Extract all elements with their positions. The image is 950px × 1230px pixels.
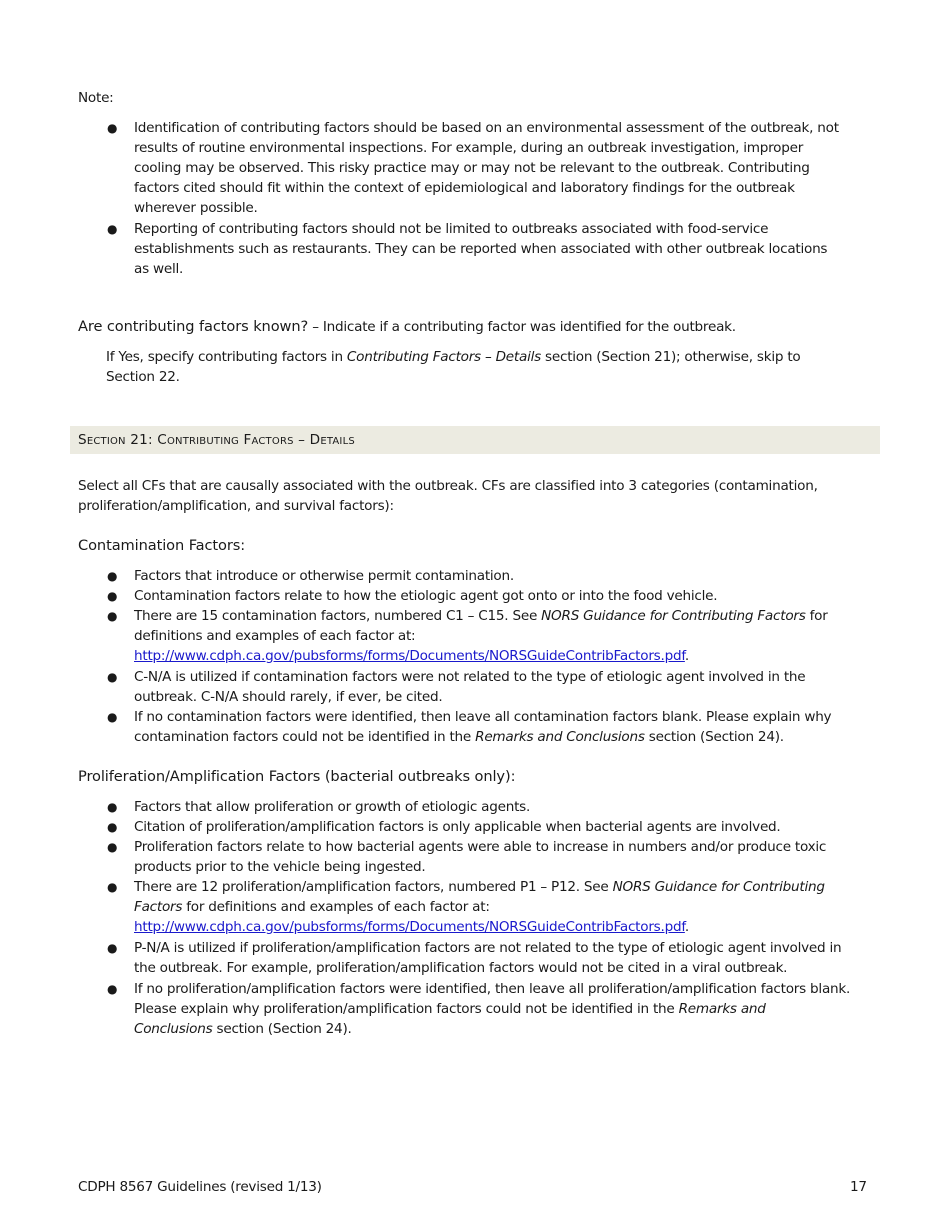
- text-line: results of routine environmental inspections. For example, during an outbreak investigation, improper: [134, 140, 804, 156]
- intro-paragraph: [78, 476, 878, 516]
- text-span: There are 12 proliferation/amplification factors, numbered P1 – P12. See: [134, 879, 613, 895]
- text-line: If no contamination factors were identified, then leave all contamination factors blank. Please explain why: [134, 709, 832, 725]
- contamination-heading: Contamination Factors:: [78, 537, 246, 554]
- contamination-bullet-5: [134, 707, 874, 747]
- text-line: Section 22.: [106, 369, 180, 385]
- note-bullet-2: [134, 219, 874, 279]
- proliferation-bullet-5: [134, 938, 874, 978]
- proliferation-bullet-3: [134, 837, 874, 877]
- italic-reference: Factors: [134, 899, 183, 915]
- text-line: P-N/A is utilized if proliferation/amplification factors are not related to the type of etiologic agent involved in: [134, 940, 842, 956]
- text-line: the outbreak. For example, proliferation/amplification factors would not be cited in a viral outbreak.: [134, 960, 788, 976]
- text-line: wherever possible.: [134, 200, 258, 216]
- text-line: as well.: [134, 261, 184, 277]
- bullet-icon: ●: [107, 121, 118, 135]
- italic-reference: NORS Guidance for Contributing Factors: [541, 608, 806, 624]
- italic-reference: Contributing Factors – Details: [346, 349, 541, 365]
- text-span: for definitions and examples of each factor at:: [182, 899, 490, 915]
- proliferation-bullet-6: [134, 979, 874, 1039]
- bullet-icon: ●: [107, 589, 118, 603]
- contamination-bullet-3: There are 15 contamination factors, numbered C1 – C15. See NORS Guidance for Contributing Factors for definitions and examples of each factor at: http://www.cdph.ca.gov/pubsforms/forms/Documents/NORSGuideContribFactors.pdf.: [134, 606, 874, 666]
- bullet-icon: ●: [107, 982, 118, 996]
- text-line: cooling may be observed. This risky practice may or may not be relevant to the outbreak. Contributing: [134, 160, 810, 176]
- italic-reference: NORS Guidance for Contributing: [612, 879, 825, 895]
- text-span: section (Section 24).: [644, 729, 784, 745]
- bullet-icon: ●: [107, 840, 118, 854]
- bullet-icon: ●: [107, 880, 118, 894]
- known-heading: Are contributing factors known?: [78, 318, 309, 335]
- bullet-icon: ●: [107, 710, 118, 724]
- section-title: Section 21: Contributing Factors – Details: [78, 432, 355, 448]
- bullet-icon: ●: [107, 609, 118, 623]
- footer-document-id: CDPH 8567 Guidelines (revised 1/13): [78, 1179, 322, 1195]
- text-line: C-N/A is utilized if contamination factors were not related to the type of etiologic agent involved in the: [134, 669, 806, 685]
- bullet-icon: ●: [107, 569, 118, 583]
- italic-reference: Conclusions: [134, 1021, 213, 1037]
- proliferation-bullet-4: There are 12 proliferation/amplification factors, numbered P1 – P12. See NORS Guidance for Contributing Factors for definitions and examples of each factor at: http://www.cdph.ca.gov/pubsforms/forms/Documents/NORSGuideContribFactors.pdf.: [134, 879, 825, 935]
- italic-reference: Remarks and Conclusions: [475, 729, 645, 745]
- contamination-bullet-2: Contamination factors relate to how the etiologic agent got onto or into the food vehicle.: [134, 588, 718, 604]
- note-bullet-1: [134, 118, 874, 218]
- guidance-link[interactable]: http://www.cdph.ca.gov/pubsforms/forms/Documents/NORSGuideContribFactors.pdf: [134, 919, 685, 935]
- text-span: section (Section 21); otherwise, skip to: [540, 349, 801, 365]
- proliferation-bullet-2: Citation of proliferation/amplification factors is only applicable when bacterial agents are involved.: [134, 819, 781, 835]
- text-span: If Yes, specify contributing factors in: [106, 349, 347, 365]
- page-number: 17: [850, 1179, 867, 1195]
- text-line: Identification of contributing factors should be based on an environmental assessment of the outbreak, not: [134, 120, 839, 136]
- italic-reference: Remarks and: [678, 1001, 766, 1017]
- known-description: – Indicate if a contributing factor was identified for the outbreak.: [308, 319, 736, 335]
- text-span: contamination factors could not be identified in the: [134, 729, 476, 745]
- contamination-bullet-4: [134, 667, 874, 707]
- guidance-link[interactable]: http://www.cdph.ca.gov/pubsforms/forms/Documents/NORSGuideContribFactors.pdf: [134, 648, 685, 664]
- contamination-bullet-1: Factors that introduce or otherwise permit contamination.: [134, 568, 514, 584]
- text-line: Reporting of contributing factors should not be limited to outbreaks associated with food-service: [134, 221, 769, 237]
- proliferation-heading: Proliferation/Amplification Factors (bacterial outbreaks only):: [78, 768, 516, 785]
- text-span: There are 15 contamination factors, numbered C1 – C15. See: [134, 608, 542, 624]
- bullet-icon: ●: [107, 800, 118, 814]
- text-line: proliferation/amplification, and survival factors):: [78, 498, 394, 514]
- text-span: section (Section 24).: [212, 1021, 352, 1037]
- note-label: Note:: [78, 90, 114, 106]
- text-line: factors cited should fit within the context of epidemiological and laboratory findings for the outbreak: [134, 180, 795, 196]
- text-span: Please explain why proliferation/amplification factors could not be identified in the: [134, 1001, 679, 1017]
- bullet-icon: ●: [107, 941, 118, 955]
- text-line: products prior to the vehicle being ingested.: [134, 859, 426, 875]
- bullet-icon: ●: [107, 670, 118, 684]
- text-line: If no proliferation/amplification factors were identified, then leave all proliferation/amplification factors blank.: [134, 981, 851, 997]
- bullet-icon: ●: [107, 222, 118, 236]
- text-line: outbreak. C-N/A should rarely, if ever, be cited.: [134, 689, 443, 705]
- known-paragraph: [78, 317, 878, 337]
- text-span: for: [805, 608, 828, 624]
- proliferation-bullet-1: Factors that allow proliferation or growth of etiologic agents.: [134, 799, 531, 815]
- text-line: Proliferation factors relate to how bacterial agents were able to increase in numbers and/or produce toxic: [134, 839, 827, 855]
- text-line: definitions and examples of each factor at:: [134, 628, 416, 644]
- text-line: Select all CFs that are causally associated with the outbreak. CFs are classified into 3 categories (contamination,: [78, 478, 818, 494]
- bullet-icon: ●: [107, 820, 118, 834]
- known-if-yes: [106, 347, 876, 387]
- text-line: establishments such as restaurants. They can be reported when associated with other outbreak locations: [134, 241, 828, 257]
